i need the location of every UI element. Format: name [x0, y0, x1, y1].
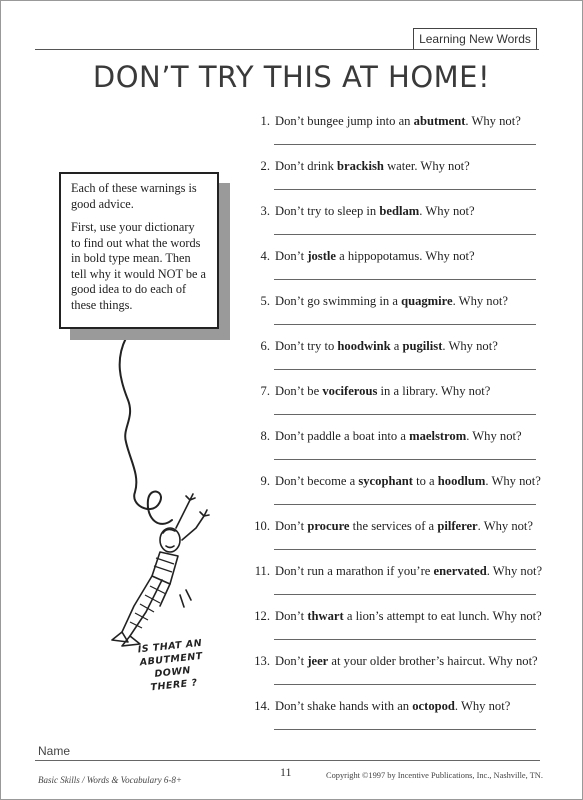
answer-line[interactable]	[274, 594, 536, 595]
vocab-word: jostle	[307, 249, 336, 263]
question-text: at your older brother’s haircut. Why not?	[328, 654, 538, 668]
footer-rule	[35, 760, 75, 761]
instructions-intro: Each of these warnings is good advice.	[71, 181, 197, 211]
vocab-word: hoodlum	[437, 474, 486, 488]
question-text: . Why not?	[465, 114, 521, 128]
vocab-word: bedlam	[379, 204, 420, 218]
jumper-figure	[112, 494, 209, 646]
question-number: 8.	[260, 429, 270, 443]
question-text: Don’t try to sleep in	[275, 204, 380, 218]
question-number: 2.	[260, 159, 270, 173]
question-number: 12.	[254, 609, 270, 623]
answer-line[interactable]	[274, 639, 536, 640]
question-number: 7.	[260, 384, 270, 398]
answer-line[interactable]	[274, 504, 536, 505]
question-number: 4.	[260, 249, 270, 263]
vocab-word: octopod	[412, 699, 455, 713]
question-item	[244, 608, 544, 628]
instructions-box	[59, 172, 219, 329]
question-text: Don’t run a marathon if you’re	[275, 564, 434, 578]
vocab-word: quagmire	[401, 294, 453, 308]
bungee-cord	[120, 338, 172, 524]
question-number: 11.	[254, 564, 270, 578]
question-text: a	[390, 339, 403, 353]
question-number: 5.	[260, 294, 270, 308]
vocab-word: abutment	[413, 114, 466, 128]
question-item	[244, 203, 544, 223]
question-item	[244, 383, 544, 403]
question-text: Don’t go swimming in a	[275, 294, 402, 308]
question-text: a hippopotamus. Why not?	[336, 249, 475, 263]
answer-line[interactable]	[274, 189, 536, 190]
name-label: Name	[38, 744, 71, 758]
question-text: in a library. Why not?	[377, 384, 491, 398]
question-text: Don’t	[275, 249, 308, 263]
question-text: . Why not?	[486, 564, 543, 578]
section-tag: Learning New Words	[413, 28, 537, 50]
vocab-word: enervated	[433, 564, 487, 578]
vocab-word: vociferous	[322, 384, 378, 398]
question-text: . Why not?	[454, 699, 511, 713]
copyright-text: Copyright ©1997 by Incentive Publications, Inc., Nashville, TN.	[326, 771, 543, 780]
question-text: Don’t	[275, 519, 308, 533]
question-item	[244, 563, 544, 583]
question-number: 6.	[260, 339, 270, 353]
question-item	[244, 293, 544, 313]
answer-line[interactable]	[274, 144, 536, 145]
vocab-word: pilferer	[437, 519, 478, 533]
name-answer-line[interactable]	[74, 760, 540, 761]
question-text: Don’t try to	[275, 339, 338, 353]
question-text: . Why not?	[419, 204, 475, 218]
question-text: the services of a	[349, 519, 438, 533]
page-number: 11	[280, 765, 292, 779]
answer-line[interactable]	[274, 414, 536, 415]
question-text: Don’t	[275, 654, 308, 668]
answer-line[interactable]	[274, 324, 536, 325]
question-text: . Why not?	[466, 429, 522, 443]
answer-line[interactable]	[274, 549, 536, 550]
question-number: 1.	[260, 114, 270, 128]
question-text: Don’t shake hands with an	[275, 699, 413, 713]
question-text: . Why not?	[477, 519, 534, 533]
page-title: DON’T TRY THIS AT HOME!	[92, 60, 491, 94]
question-item	[244, 113, 544, 133]
question-number: 10.	[254, 519, 270, 533]
series-label: Basic Skills / Words & Vocabulary 6-8+	[38, 775, 182, 785]
vocab-word: hoodwink	[337, 339, 391, 353]
question-text: a lion’s attempt to eat lunch. Why not?	[343, 609, 542, 623]
question-item	[244, 698, 544, 718]
answer-line[interactable]	[274, 459, 536, 460]
answer-line[interactable]	[274, 729, 536, 730]
answer-line[interactable]	[274, 684, 536, 685]
question-item	[244, 248, 544, 268]
question-text: . Why not?	[485, 474, 541, 488]
question-text: . Why not?	[452, 294, 508, 308]
question-number: 13.	[254, 654, 270, 668]
question-item	[244, 158, 544, 178]
question-text: to a	[412, 474, 438, 488]
vocab-word: jeer	[307, 654, 329, 668]
answer-line[interactable]	[274, 234, 536, 235]
question-text: Don’t be	[275, 384, 323, 398]
question-number: 14.	[254, 699, 270, 713]
vocab-word: procure	[307, 519, 350, 533]
answer-line[interactable]	[274, 279, 536, 280]
instructions-detail: First, use your dictionary to find out what the words in bold type mean. Then tell why it would NOT be a good idea to do each of these things.	[71, 220, 207, 312]
question-text: water. Why not?	[383, 159, 470, 173]
question-text: Don’t become a	[275, 474, 359, 488]
question-text: . Why not?	[442, 339, 498, 353]
question-text: Don’t drink	[275, 159, 338, 173]
vocab-word: pugilist	[402, 339, 443, 353]
vocab-word: maelstrom	[409, 429, 467, 443]
vocab-word: sycophant	[358, 474, 413, 488]
vocab-word: brackish	[337, 159, 384, 173]
question-text: Don’t bungee jump into an	[275, 114, 414, 128]
question-item	[244, 473, 544, 493]
question-item	[244, 518, 544, 538]
answer-line[interactable]	[274, 369, 536, 370]
stripes	[130, 558, 174, 628]
question-text: Don’t paddle a boat into a	[275, 429, 410, 443]
vocab-word: thwart	[307, 609, 344, 623]
question-number: 3.	[260, 204, 270, 218]
question-item	[244, 338, 544, 358]
illustration-caption: IS THAT AN ABUTMENT DOWN THERE ?	[137, 637, 204, 694]
question-text: Don’t	[275, 609, 308, 623]
question-item	[244, 428, 544, 448]
question-item	[244, 653, 544, 673]
question-number: 9.	[260, 474, 270, 488]
